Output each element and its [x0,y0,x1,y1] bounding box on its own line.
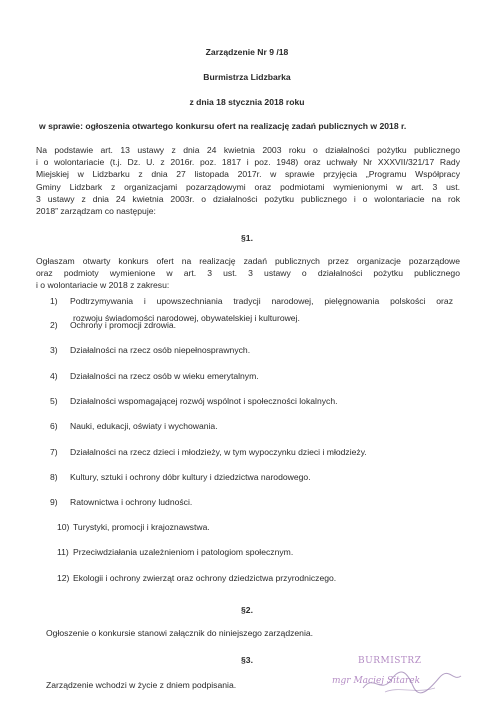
section-3-heading: §3. [241,655,253,665]
list-number: 1) [50,296,58,306]
list-item [57,547,293,558]
preamble-line: Miejskiej w Lidzbarku z dnia 27 listopada 2017r. w sprawie przyjęcia „Programu Współpracy [36,169,460,180]
list-text: Ochrony i promocji zdrowia. [70,320,177,330]
list-text: Ekologii i ochrony zwierząt oraz ochrony dziedzictwa przyrodniczego. [73,573,337,583]
intro-line: i o wolontariacie w 2018 z zakresu: [36,280,170,291]
list-number: 12) [57,573,70,583]
section-1-intro [36,255,460,292]
section-2-text: Ogłoszenie o konkursie stanowi załącznik do niniejszego zarządzenia. [46,628,314,638]
section-3-text: Zarządzenie wchodzi w życie z dniem podpisania. [46,680,237,690]
list-text: Podtrzymywania i upowszechniania tradycji narodowej, pielęgnowania polskości oraz [70,296,453,306]
list-text: Działalności wspomagającej rozwój wspólnot i społeczności lokalnych. [70,396,338,406]
list-number: 11) [57,547,69,557]
preamble-line: Gminy Lidzbark z organizacjami pozarządowymi oraz podmiotami wymienionymi w art. 3 ust. [36,181,460,192]
intro-line: Ogłaszam otwarty konkurs ofert na realizację zadań publicznych przez organizacje pozarządowe [36,256,460,266]
list-number: 3) [50,345,58,355]
list-number: 10) [57,522,70,532]
list-text: Działalności na rzecz osób w wieku emerytalnym. [70,371,259,381]
list-number: 2) [50,320,58,330]
list-text: Nauki, edukacji, oświaty i wychowania. [70,421,218,431]
list-item-continuation: rozwoju świadomości narodowej, obywatelskiej i kulturowej. [73,313,300,323]
document-title: Zarządzenie Nr 9 /18 [205,47,289,57]
list-number: 5) [50,396,58,406]
preamble-line: Na podstawie art. 13 ustawy z dnia 24 kwietnia 2003 roku o działalności pożytku publicznego [36,145,460,155]
preamble-paragraph [36,144,460,217]
list-item [50,421,218,432]
list-text: Działalności na rzecz osób niepełnosprawnych. [70,345,251,355]
list-text: Turystyki, promocji i krajoznawstwa. [73,522,210,532]
list-item [50,396,338,407]
list-text: Przeciwdziałania uzależnieniom i patologiom społecznym. [73,547,294,557]
list-item [50,296,453,307]
preamble-line: 2018” zarządzam co następuje: [36,206,156,217]
list-text: Kultury, sztuki i ochrony dóbr kultury i dziedzictwa narodowego. [70,472,311,482]
list-text: Działalności na rzecz dzieci i młodzieży, w tym wypoczynku dzieci i młodzieży. [70,447,367,457]
list-item [57,522,210,533]
list-number: 4) [50,371,58,381]
list-number: 8) [50,472,58,482]
list-text: Ratownictwa i ochrony ludności. [70,497,193,507]
section-2-heading: §2. [241,605,253,615]
handwritten-signature-icon [355,668,465,698]
issuer-line: Burmistrza Lidzbarka [203,72,291,82]
preamble-line: i o wolontariacie (t.j. Dz. U. z 2016r. poz. 1817 i poz. 1948) oraz uchwały Nr XXXVII/321/17 Rady [36,157,460,168]
list-number: 6) [50,421,58,431]
list-item [50,447,367,458]
stamp-title: BURMISTRZ [358,656,422,666]
list-item [50,371,259,382]
section-1-heading: §1. [241,233,253,243]
list-item [50,472,311,483]
list-item [57,573,336,584]
intro-line: oraz podmioty wymienione w art. 3 ust. 3 ustawy o działalności pożytku publicznego [36,268,460,279]
stamp-name: mgr Maciej Sitarek [332,676,421,686]
subject-line: w sprawie: ogłoszenia otwartego konkursu ofert na realizację zadań publicznych w 2018 r. [39,121,407,131]
list-number: 9) [50,497,58,507]
date-line: z dnia 18 stycznia 2018 roku [189,97,305,107]
list-item [50,345,250,356]
preamble-line: 3 ustawy z dnia 24 kwietnia 2003r. o działalności pożytku publicznego i o wolontariacie na rok [36,193,460,204]
list-number: 7) [50,447,58,457]
list-item [50,497,192,508]
